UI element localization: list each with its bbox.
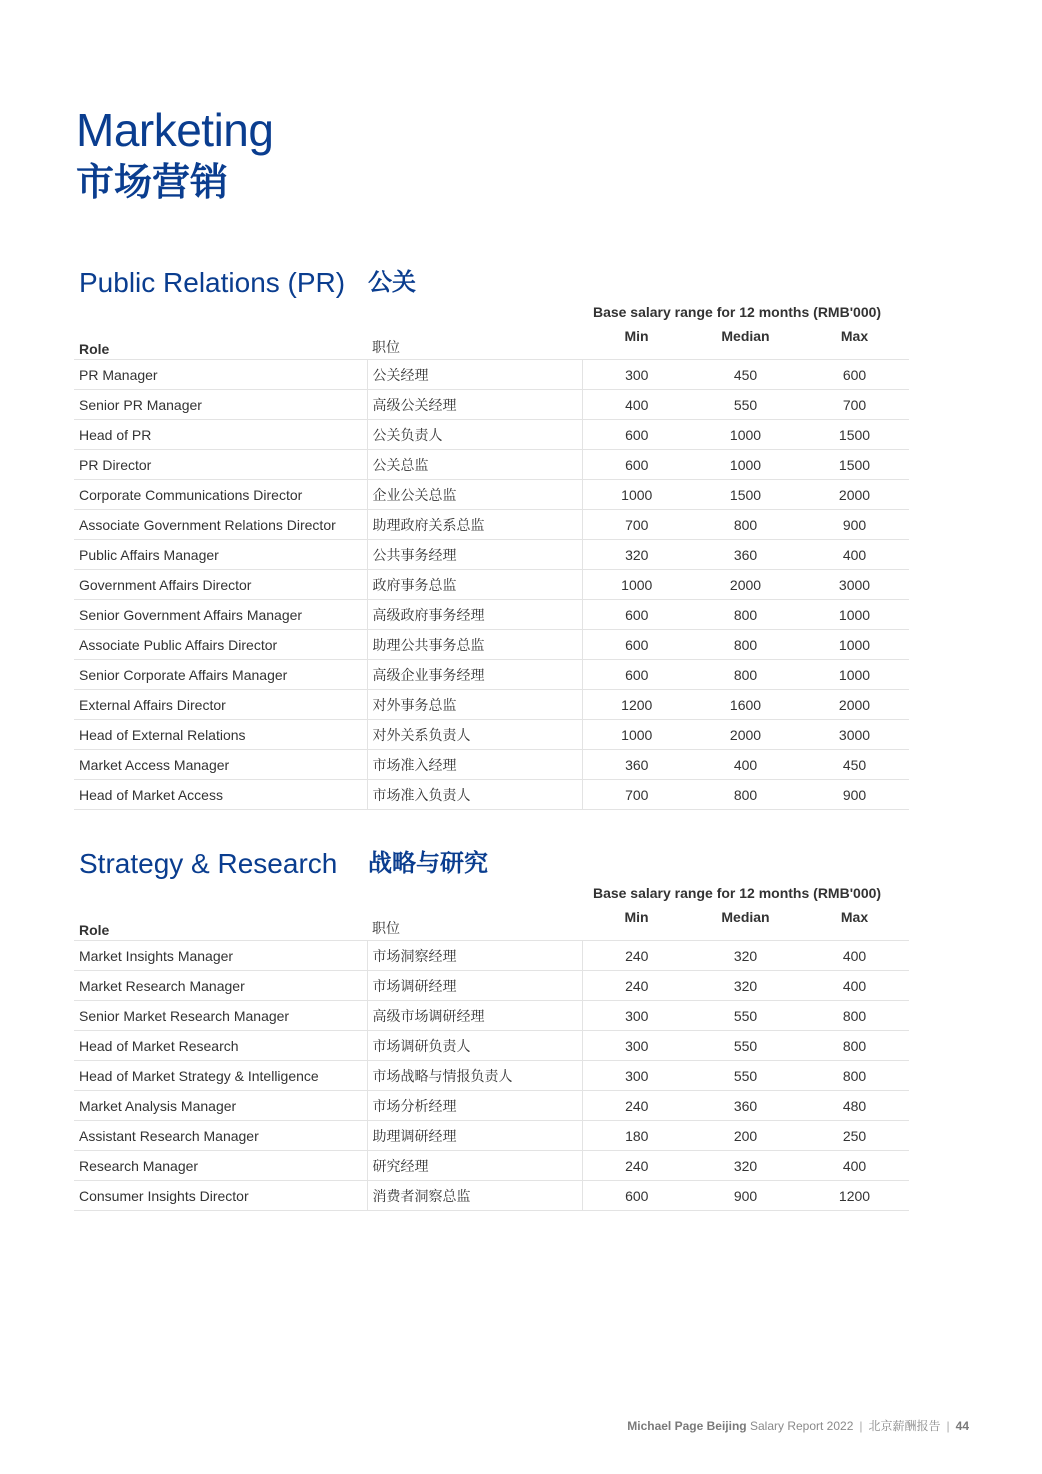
header-role-zh: 职位 (367, 909, 582, 941)
role-zh-cell: 市场洞察经理 (367, 941, 582, 971)
median-salary-cell: 450 (691, 360, 800, 390)
table-row (74, 941, 909, 971)
role-zh-cell: 高级公关经理 (367, 390, 582, 420)
role-cell: Head of Market Access (74, 780, 367, 810)
min-salary-cell: 300 (582, 1031, 691, 1061)
page-footer (627, 1417, 969, 1434)
table-row (74, 540, 909, 570)
role-cell: Head of Market Research (74, 1031, 367, 1061)
header-max: Max (800, 909, 909, 941)
role-zh-cell: 公关总监 (367, 450, 582, 480)
role-cell: Head of External Relations (74, 720, 367, 750)
max-salary-cell: 3000 (800, 720, 909, 750)
median-salary-cell: 1000 (691, 420, 800, 450)
table-row (74, 510, 909, 540)
table-row (74, 570, 909, 600)
median-salary-cell: 2000 (691, 720, 800, 750)
role-cell: External Affairs Director (74, 690, 367, 720)
role-cell: Head of PR (74, 420, 367, 450)
role-zh-cell: 助理调研经理 (367, 1121, 582, 1151)
max-salary-cell: 800 (800, 1061, 909, 1091)
role-cell: Research Manager (74, 1151, 367, 1181)
salary-range-caption: Base salary range for 12 months (RMB'000) (592, 885, 882, 901)
table-row (74, 1061, 909, 1091)
max-salary-cell: 400 (800, 941, 909, 971)
table-row (74, 780, 909, 810)
min-salary-cell: 1200 (582, 690, 691, 720)
median-salary-cell: 1600 (691, 690, 800, 720)
min-salary-cell: 240 (582, 1091, 691, 1121)
max-salary-cell: 400 (800, 540, 909, 570)
footer-separator: | (859, 1419, 863, 1433)
min-salary-cell: 320 (582, 540, 691, 570)
max-salary-cell: 1000 (800, 630, 909, 660)
role-cell: Public Affairs Manager (74, 540, 367, 570)
role-zh-cell: 助理政府关系总监 (367, 510, 582, 540)
min-salary-cell: 1000 (582, 720, 691, 750)
median-salary-cell: 550 (691, 390, 800, 420)
header-min: Min (582, 909, 691, 941)
role-cell: PR Manager (74, 360, 367, 390)
role-cell: Senior Corporate Affairs Manager (74, 660, 367, 690)
role-cell: Government Affairs Director (74, 570, 367, 600)
median-salary-cell: 2000 (691, 570, 800, 600)
min-salary-cell: 600 (582, 660, 691, 690)
max-salary-cell: 900 (800, 780, 909, 810)
header-median: Median (691, 909, 800, 941)
min-salary-cell: 400 (582, 390, 691, 420)
min-salary-cell: 300 (582, 360, 691, 390)
median-salary-cell: 1000 (691, 450, 800, 480)
min-salary-cell: 300 (582, 1001, 691, 1031)
role-zh-cell: 市场准入负责人 (367, 780, 582, 810)
max-salary-cell: 800 (800, 1031, 909, 1061)
min-salary-cell: 240 (582, 1151, 691, 1181)
header-min: Min (582, 328, 691, 360)
median-salary-cell: 320 (691, 941, 800, 971)
role-cell: Senior PR Manager (74, 390, 367, 420)
role-cell: Senior Government Affairs Manager (74, 600, 367, 630)
median-salary-cell: 550 (691, 1061, 800, 1091)
max-salary-cell: 700 (800, 390, 909, 420)
median-salary-cell: 320 (691, 1151, 800, 1181)
median-salary-cell: 900 (691, 1181, 800, 1211)
min-salary-cell: 600 (582, 1181, 691, 1211)
max-salary-cell: 1500 (800, 450, 909, 480)
table-row (74, 1001, 909, 1031)
role-zh-cell: 市场战略与情报负责人 (367, 1061, 582, 1091)
role-zh-cell: 消费者洞察总监 (367, 1181, 582, 1211)
role-cell: Associate Government Relations Director (74, 510, 367, 540)
min-salary-cell: 600 (582, 450, 691, 480)
min-salary-cell: 240 (582, 941, 691, 971)
table-row (74, 390, 909, 420)
median-salary-cell: 800 (691, 510, 800, 540)
median-salary-cell: 800 (691, 600, 800, 630)
page-title-zh: 市场营销 (76, 162, 229, 204)
max-salary-cell: 2000 (800, 690, 909, 720)
role-zh-cell: 高级市场调研经理 (367, 1001, 582, 1031)
table-row (74, 1121, 909, 1151)
role-zh-cell: 高级政府事务经理 (367, 600, 582, 630)
header-role-zh: 职位 (367, 328, 582, 360)
max-salary-cell: 600 (800, 360, 909, 390)
role-zh-cell: 市场准入经理 (367, 750, 582, 780)
table-row (74, 971, 909, 1001)
role-zh-cell: 市场调研负责人 (367, 1031, 582, 1061)
median-salary-cell: 550 (691, 1001, 800, 1031)
table-row (74, 720, 909, 750)
salary-table-strategy (74, 909, 909, 1211)
role-zh-cell: 对外事务总监 (367, 690, 582, 720)
header-role: Role (74, 328, 367, 360)
median-salary-cell: 360 (691, 1091, 800, 1121)
role-cell: Market Access Manager (74, 750, 367, 780)
max-salary-cell: 480 (800, 1091, 909, 1121)
median-salary-cell: 800 (691, 780, 800, 810)
role-cell: Consumer Insights Director (74, 1181, 367, 1211)
min-salary-cell: 1000 (582, 480, 691, 510)
role-zh-cell: 公共事务经理 (367, 540, 582, 570)
max-salary-cell: 1500 (800, 420, 909, 450)
table-row (74, 630, 909, 660)
role-zh-cell: 高级企业事务经理 (367, 660, 582, 690)
median-salary-cell: 320 (691, 971, 800, 1001)
role-zh-cell: 公关经理 (367, 360, 582, 390)
max-salary-cell: 900 (800, 510, 909, 540)
max-salary-cell: 3000 (800, 570, 909, 600)
min-salary-cell: 600 (582, 420, 691, 450)
table-row (74, 660, 909, 690)
median-salary-cell: 400 (691, 750, 800, 780)
min-salary-cell: 180 (582, 1121, 691, 1151)
min-salary-cell: 300 (582, 1061, 691, 1091)
role-cell: Market Research Manager (74, 971, 367, 1001)
min-salary-cell: 700 (582, 510, 691, 540)
role-zh-cell: 企业公关总监 (367, 480, 582, 510)
max-salary-cell: 800 (800, 1001, 909, 1031)
median-salary-cell: 1500 (691, 480, 800, 510)
table-row (74, 480, 909, 510)
table-row (74, 750, 909, 780)
role-zh-cell: 公关负责人 (367, 420, 582, 450)
table-row (74, 450, 909, 480)
max-salary-cell: 1200 (800, 1181, 909, 1211)
role-cell: Market Analysis Manager (74, 1091, 367, 1121)
section-title-pr: Public Relations (PR) (79, 267, 346, 298)
role-zh-cell: 政府事务总监 (367, 570, 582, 600)
header-max: Max (800, 328, 909, 360)
table-row (74, 1091, 909, 1121)
role-zh-cell: 对外关系负责人 (367, 720, 582, 750)
role-zh-cell: 市场分析经理 (367, 1091, 582, 1121)
page-number: 44 (955, 1419, 969, 1433)
role-cell: Associate Public Affairs Director (74, 630, 367, 660)
header-median: Median (691, 328, 800, 360)
median-salary-cell: 800 (691, 630, 800, 660)
role-cell: Assistant Research Manager (74, 1121, 367, 1151)
footer-report: Salary Report 2022 (749, 1419, 854, 1433)
section-title-strategy-zh: 战略与研究 (368, 850, 488, 877)
max-salary-cell: 1000 (800, 600, 909, 630)
table-row (74, 1151, 909, 1181)
role-cell: Corporate Communications Director (74, 480, 367, 510)
median-salary-cell: 200 (691, 1121, 800, 1151)
median-salary-cell: 550 (691, 1031, 800, 1061)
max-salary-cell: 450 (800, 750, 909, 780)
max-salary-cell: 250 (800, 1121, 909, 1151)
max-salary-cell: 1000 (800, 660, 909, 690)
role-zh-cell: 助理公共事务总监 (367, 630, 582, 660)
role-cell: Head of Market Strategy & Intelligence (74, 1061, 367, 1091)
footer-brand: Michael Page Beijing (627, 1419, 747, 1433)
min-salary-cell: 360 (582, 750, 691, 780)
salary-range-caption: Base salary range for 12 months (RMB'000) (592, 304, 882, 320)
table-row (74, 600, 909, 630)
footer-separator: | (946, 1419, 950, 1433)
table-row (74, 360, 909, 390)
min-salary-cell: 600 (582, 630, 691, 660)
page-title: Marketing (76, 104, 274, 156)
table-row (74, 1031, 909, 1061)
min-salary-cell: 240 (582, 971, 691, 1001)
table-row (74, 420, 909, 450)
min-salary-cell: 1000 (582, 570, 691, 600)
role-zh-cell: 市场调研经理 (367, 971, 582, 1001)
median-salary-cell: 800 (691, 660, 800, 690)
section-title-pr-zh: 公关 (368, 269, 416, 296)
role-cell: PR Director (74, 450, 367, 480)
footer-report-zh: 北京薪酬报告 (868, 1419, 941, 1433)
role-cell: Market Insights Manager (74, 941, 367, 971)
max-salary-cell: 400 (800, 1151, 909, 1181)
table-row (74, 690, 909, 720)
max-salary-cell: 2000 (800, 480, 909, 510)
median-salary-cell: 360 (691, 540, 800, 570)
table-row (74, 1181, 909, 1211)
salary-table-pr (74, 328, 909, 810)
max-salary-cell: 400 (800, 971, 909, 1001)
min-salary-cell: 700 (582, 780, 691, 810)
role-cell: Senior Market Research Manager (74, 1001, 367, 1031)
header-role: Role (74, 909, 367, 941)
section-title-strategy: Strategy & Research (79, 848, 338, 879)
role-zh-cell: 研究经理 (367, 1151, 582, 1181)
min-salary-cell: 600 (582, 600, 691, 630)
